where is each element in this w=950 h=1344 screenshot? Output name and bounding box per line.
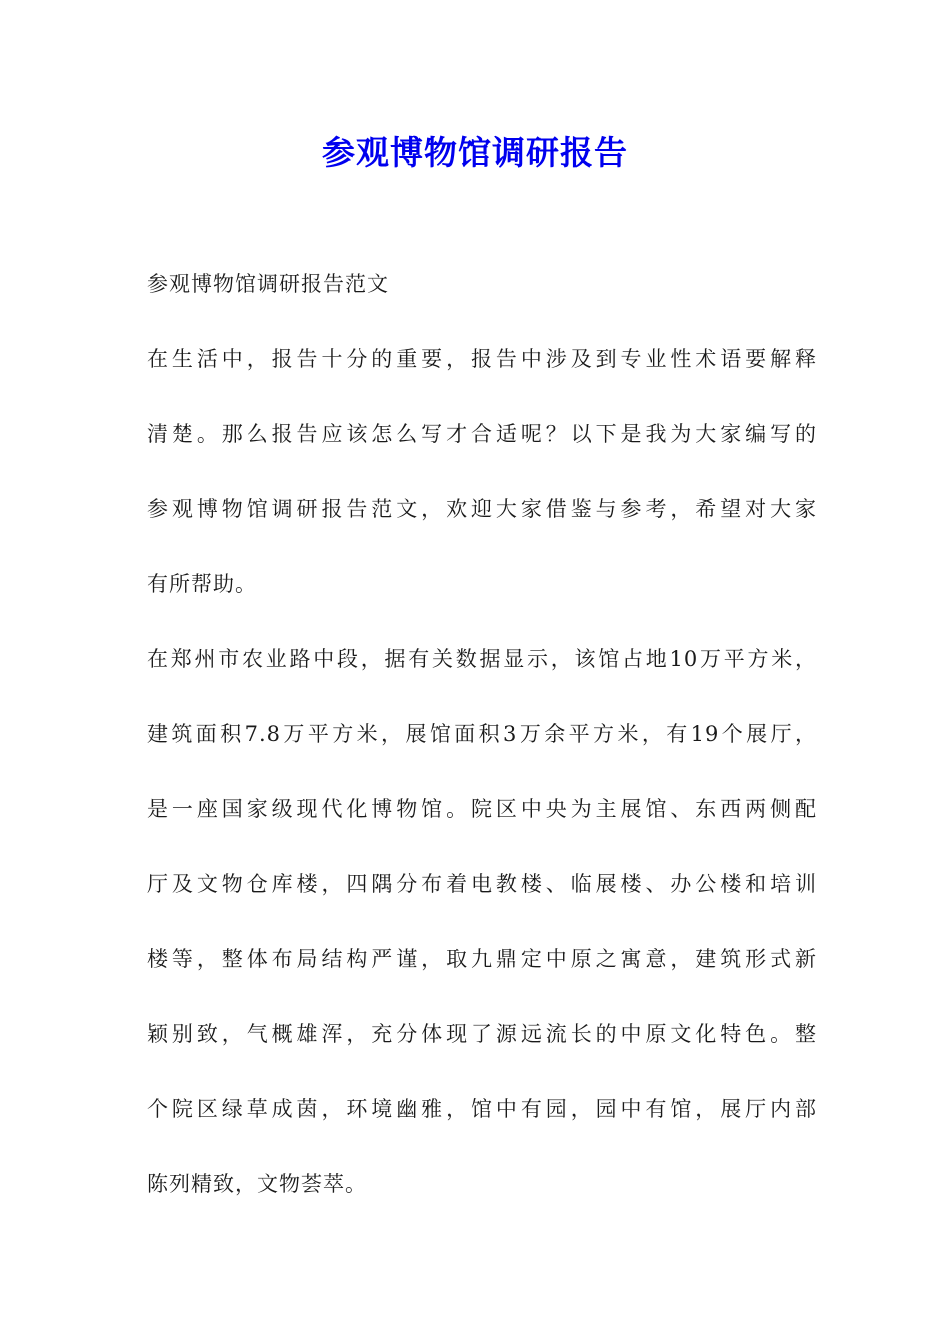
paragraph-line: 颖别致，气概雄浑，充分体现了源远流长的中原文化特色。整 (147, 1022, 817, 1046)
paragraph-line: 建筑面积7.8万平方米，展馆面积3万余平方米，有19个展厅， (147, 722, 817, 746)
paragraph-line: 参观博物馆调研报告范文，欢迎大家借鉴与参考，希望对大家 (147, 497, 817, 521)
document-title: 参观博物馆调研报告 (322, 133, 628, 172)
paragraph-line: 是一座国家级现代化博物馆。院区中央为主展馆、东西两侧配 (147, 797, 817, 821)
document-subtitle: 参观博物馆调研报告范文 (147, 272, 389, 296)
paragraph-intro (147, 322, 817, 622)
paragraph-line: 陈列精致，文物荟萃。 (147, 1172, 367, 1196)
paragraph-line: 在郑州市农业路中段，据有关数据显示，该馆占地10万平方米， (147, 647, 817, 671)
paragraph-line: 个院区绿草成茵，环境幽雅，馆中有园，园中有馆，展厅内部 (147, 1097, 817, 1121)
paragraph-line: 有所帮助。 (147, 572, 257, 596)
paragraph-line: 厅及文物仓库楼，四隅分布着电教楼、临展楼、办公楼和培训 (147, 872, 817, 896)
paragraph-line: 清楚。那么报告应该怎么写才合适呢？以下是我为大家编写的 (147, 422, 817, 446)
paragraph-line: 在生活中，报告十分的重要，报告中涉及到专业性术语要解释 (147, 347, 817, 371)
paragraph-museum-description (147, 622, 817, 1222)
paragraph-line: 楼等，整体布局结构严谨，取九鼎定中原之寓意，建筑形式新 (147, 947, 817, 971)
